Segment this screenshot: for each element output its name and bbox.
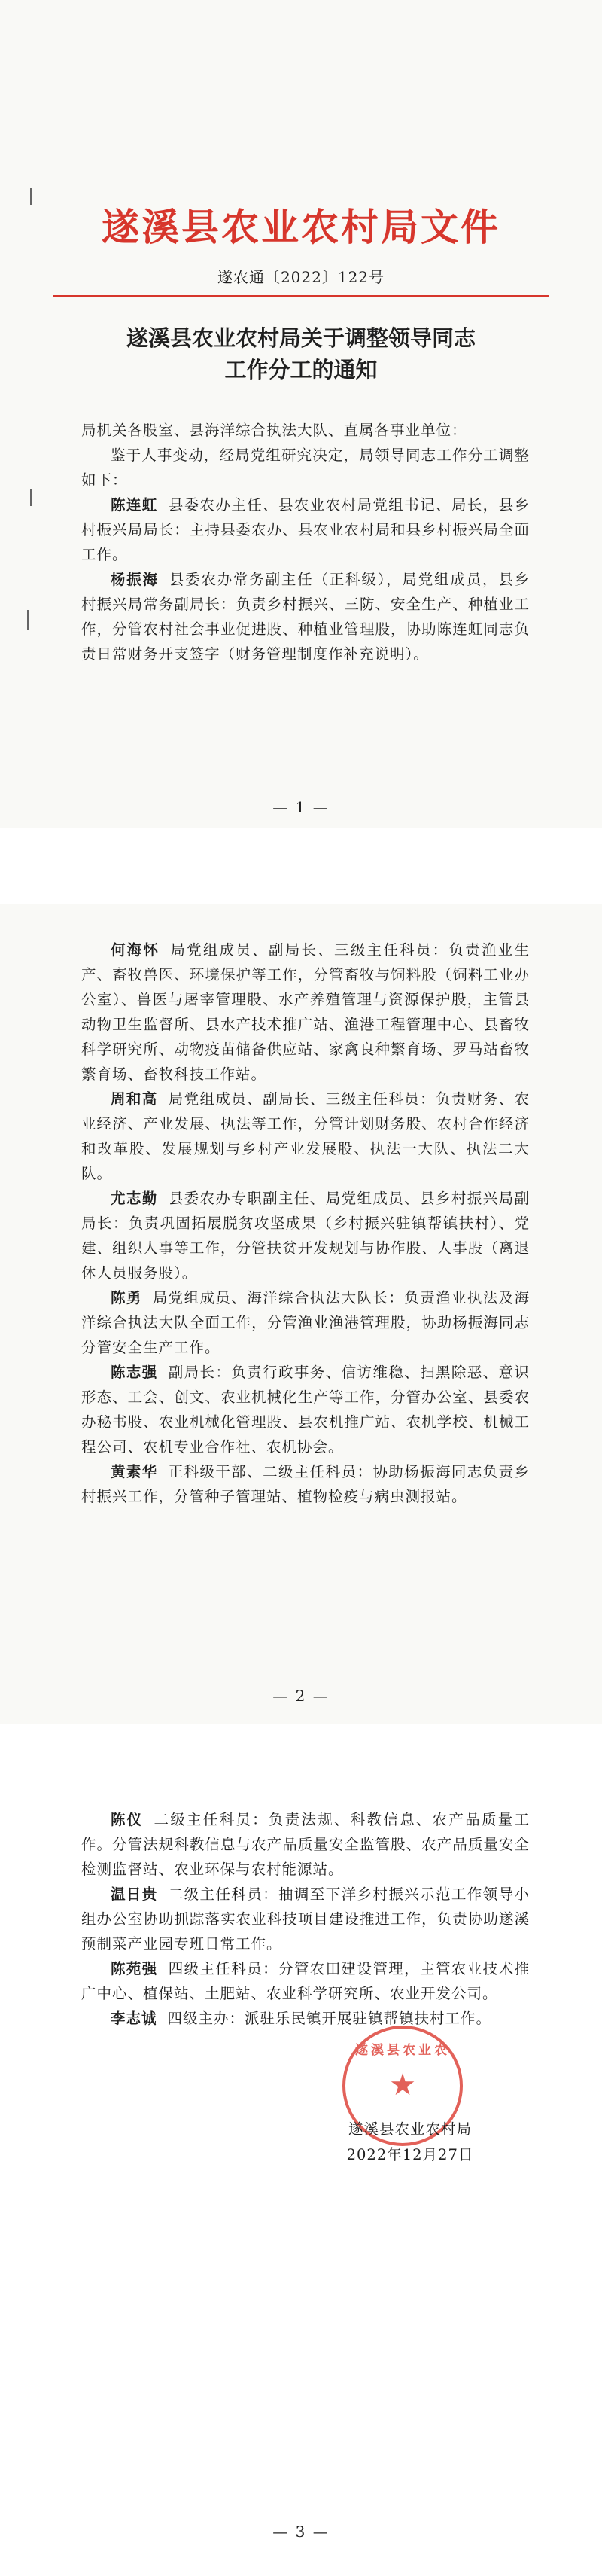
leader-name: 黄素华: [111, 1463, 158, 1480]
leader-name: 陈勇: [111, 1289, 142, 1306]
page-3: [0, 1724, 602, 2576]
leader-name: 陈仪: [111, 1811, 144, 1828]
page-1: [0, 0, 602, 828]
assignment-paragraph: [81, 567, 530, 666]
seal-text: 遂溪县农业农: [355, 2043, 450, 2058]
page-number: — 1 —: [272, 798, 330, 816]
assignment-paragraph: [81, 1882, 530, 1956]
leader-duties: 县委农办专职副主任、局党组成员、县乡村振兴局副局长：负责巩固拓展脱贫攻坚成果（乡村振兴驻镇帮镇扶村）、党建、组织人事等工作，分管扶贫开发规划与协作股、人事股（离退休人员服务股）。: [81, 1190, 530, 1282]
page-number: — 2 —: [272, 1687, 330, 1705]
leader-name: 陈苑强: [111, 1960, 158, 1977]
page-2-body: [81, 937, 530, 1509]
leader-duties: 局党组成员、副局长、三级主任科员：负责渔业生产、畜牧兽医、环境保护等工作，分管畜牧与饲料股（饲料工业办公室）、兽医与屠宰管理股、水产养殖管理与资源保护股，主管县动物卫生监督所、县水产技术推广站、渔港工程管理中心、县畜牧科学研究所、动物疫苗储备供应站、家禽良种繁育场、罗马站畜牧繁育场、畜牧科技工作站。: [81, 941, 530, 1083]
notice-title-line2: 工作分工的通知: [224, 357, 378, 383]
leader-name: 尤志勤: [111, 1190, 158, 1207]
red-divider: [53, 295, 549, 297]
leader-duties: 县委农办常务副主任（正科级），局党组成员，县乡村振兴局常务副局长：负责乡村振兴、三防、安全生产、种植业工作，分管农村社会事业促进股、种植业管理股，协助陈连虹同志负责日常财务开支签字（财务管理制度作补充说明）。: [81, 571, 530, 663]
assignment-paragraph: [81, 1360, 530, 1459]
leader-duties: 二级主任科员：负责法规、科教信息、农产品质量工作。分管法规科教信息与农产品质量安全监管股、农产品质量安全检测监督站、农业环保与农村能源站。: [81, 1811, 530, 1878]
assignment-paragraph: [81, 1285, 530, 1360]
document-header-title: 遂溪县农业农村局文件: [102, 205, 500, 249]
leader-duties: 二级主任科员：抽调至下洋乡村振兴示范工作领导小组办公室协助抓踪落实农业科技项目建设推进工作，负责协助遂溪预制菜产业园专班日常工作。: [81, 1886, 530, 1953]
page-number: — 3 —: [272, 2523, 330, 2541]
margin-mark: [27, 610, 29, 630]
leader-name: 李志诚: [111, 2010, 157, 2027]
leader-duties: 局党组成员、副局长、三级主任科员：负责财务、农业经济、产业发展、执法等工作，分管计划财务股、农村合作经济和改革股、发展规划与乡村产业发展股、执法一大队、执法二大队。: [81, 1090, 530, 1182]
intro-paragraph: 鉴于人事变动，经局党组研究决定，局领导同志工作分工调整如下：: [81, 447, 530, 489]
leader-name: 陈连虹: [111, 496, 158, 514]
leader-name: 温日贵: [111, 1886, 158, 1903]
leader-duties: 四级主办：派驻乐民镇开展驻镇帮镇扶村工作。: [167, 2010, 492, 2027]
leader-name: 周和高: [111, 1090, 158, 1108]
assignment-paragraph: [81, 1807, 530, 1882]
leader-duties: 县委农办主任、县农业农村局党组书记、局长，县乡村振兴局局长：主持县委农办、县农业农村局和县乡村振兴局全面工作。: [81, 496, 530, 563]
margin-mark: [30, 489, 32, 506]
page-1-body: [81, 418, 530, 666]
assignment-paragraph: [81, 1087, 530, 1186]
notice-title-line1: 遂溪县农业农村局关于调整领导同志: [126, 325, 476, 351]
leader-name: 陈志强: [111, 1364, 158, 1381]
document-number: 遂农通〔2022〕122号: [217, 268, 385, 286]
leader-name: 何海怀: [111, 941, 160, 959]
signature-organization: 遂溪县农业农村局: [348, 2120, 472, 2138]
page-3-body: [81, 1807, 530, 2031]
leader-duties: 局党组成员、海洋综合执法大队长：负责渔业执法及海洋综合执法大队全面工作，分管渔业渔港管理股，协助杨振海同志分管安全生产工作。: [81, 1289, 530, 1356]
notice-title: [0, 322, 602, 386]
assignment-paragraph: [81, 937, 530, 1087]
leader-name: 杨振海: [111, 571, 159, 588]
assignment-paragraph: [81, 1459, 530, 1509]
leader-duties: 正科级干部、二级主任科员：协助杨振海同志负责乡村振兴工作，分管种子管理站、植物检疫与病虫测报站。: [81, 1463, 530, 1505]
signature-date: 2022年12月27日: [346, 2146, 474, 2163]
assignment-paragraph: [81, 1956, 530, 2006]
salutation: 局机关各股室、县海洋综合执法大队、直属各事业单位：: [81, 422, 467, 439]
seal-star-icon: ★: [389, 2068, 416, 2102]
assignment-paragraph: [81, 492, 530, 567]
assignment-paragraph: [81, 1186, 530, 1285]
leader-duties: 四级主任科员：分管农田建设管理，主管农业技术推广中心、植保站、土肥站、农业科学研究所、农业开发公司。: [81, 1960, 530, 2002]
leader-duties: 副局长：负责行政事务、信访维稳、扫黑除恶、意识形态、工会、创文、农业机械化生产等工作，分管办公室、县委农办秘书股、农业机械化管理股、县农机推广站、农机学校、机械工程公司、农机专业合作社、农机协会。: [81, 1364, 530, 1456]
assignment-paragraph: [81, 2006, 530, 2031]
page-2: [0, 904, 602, 1724]
